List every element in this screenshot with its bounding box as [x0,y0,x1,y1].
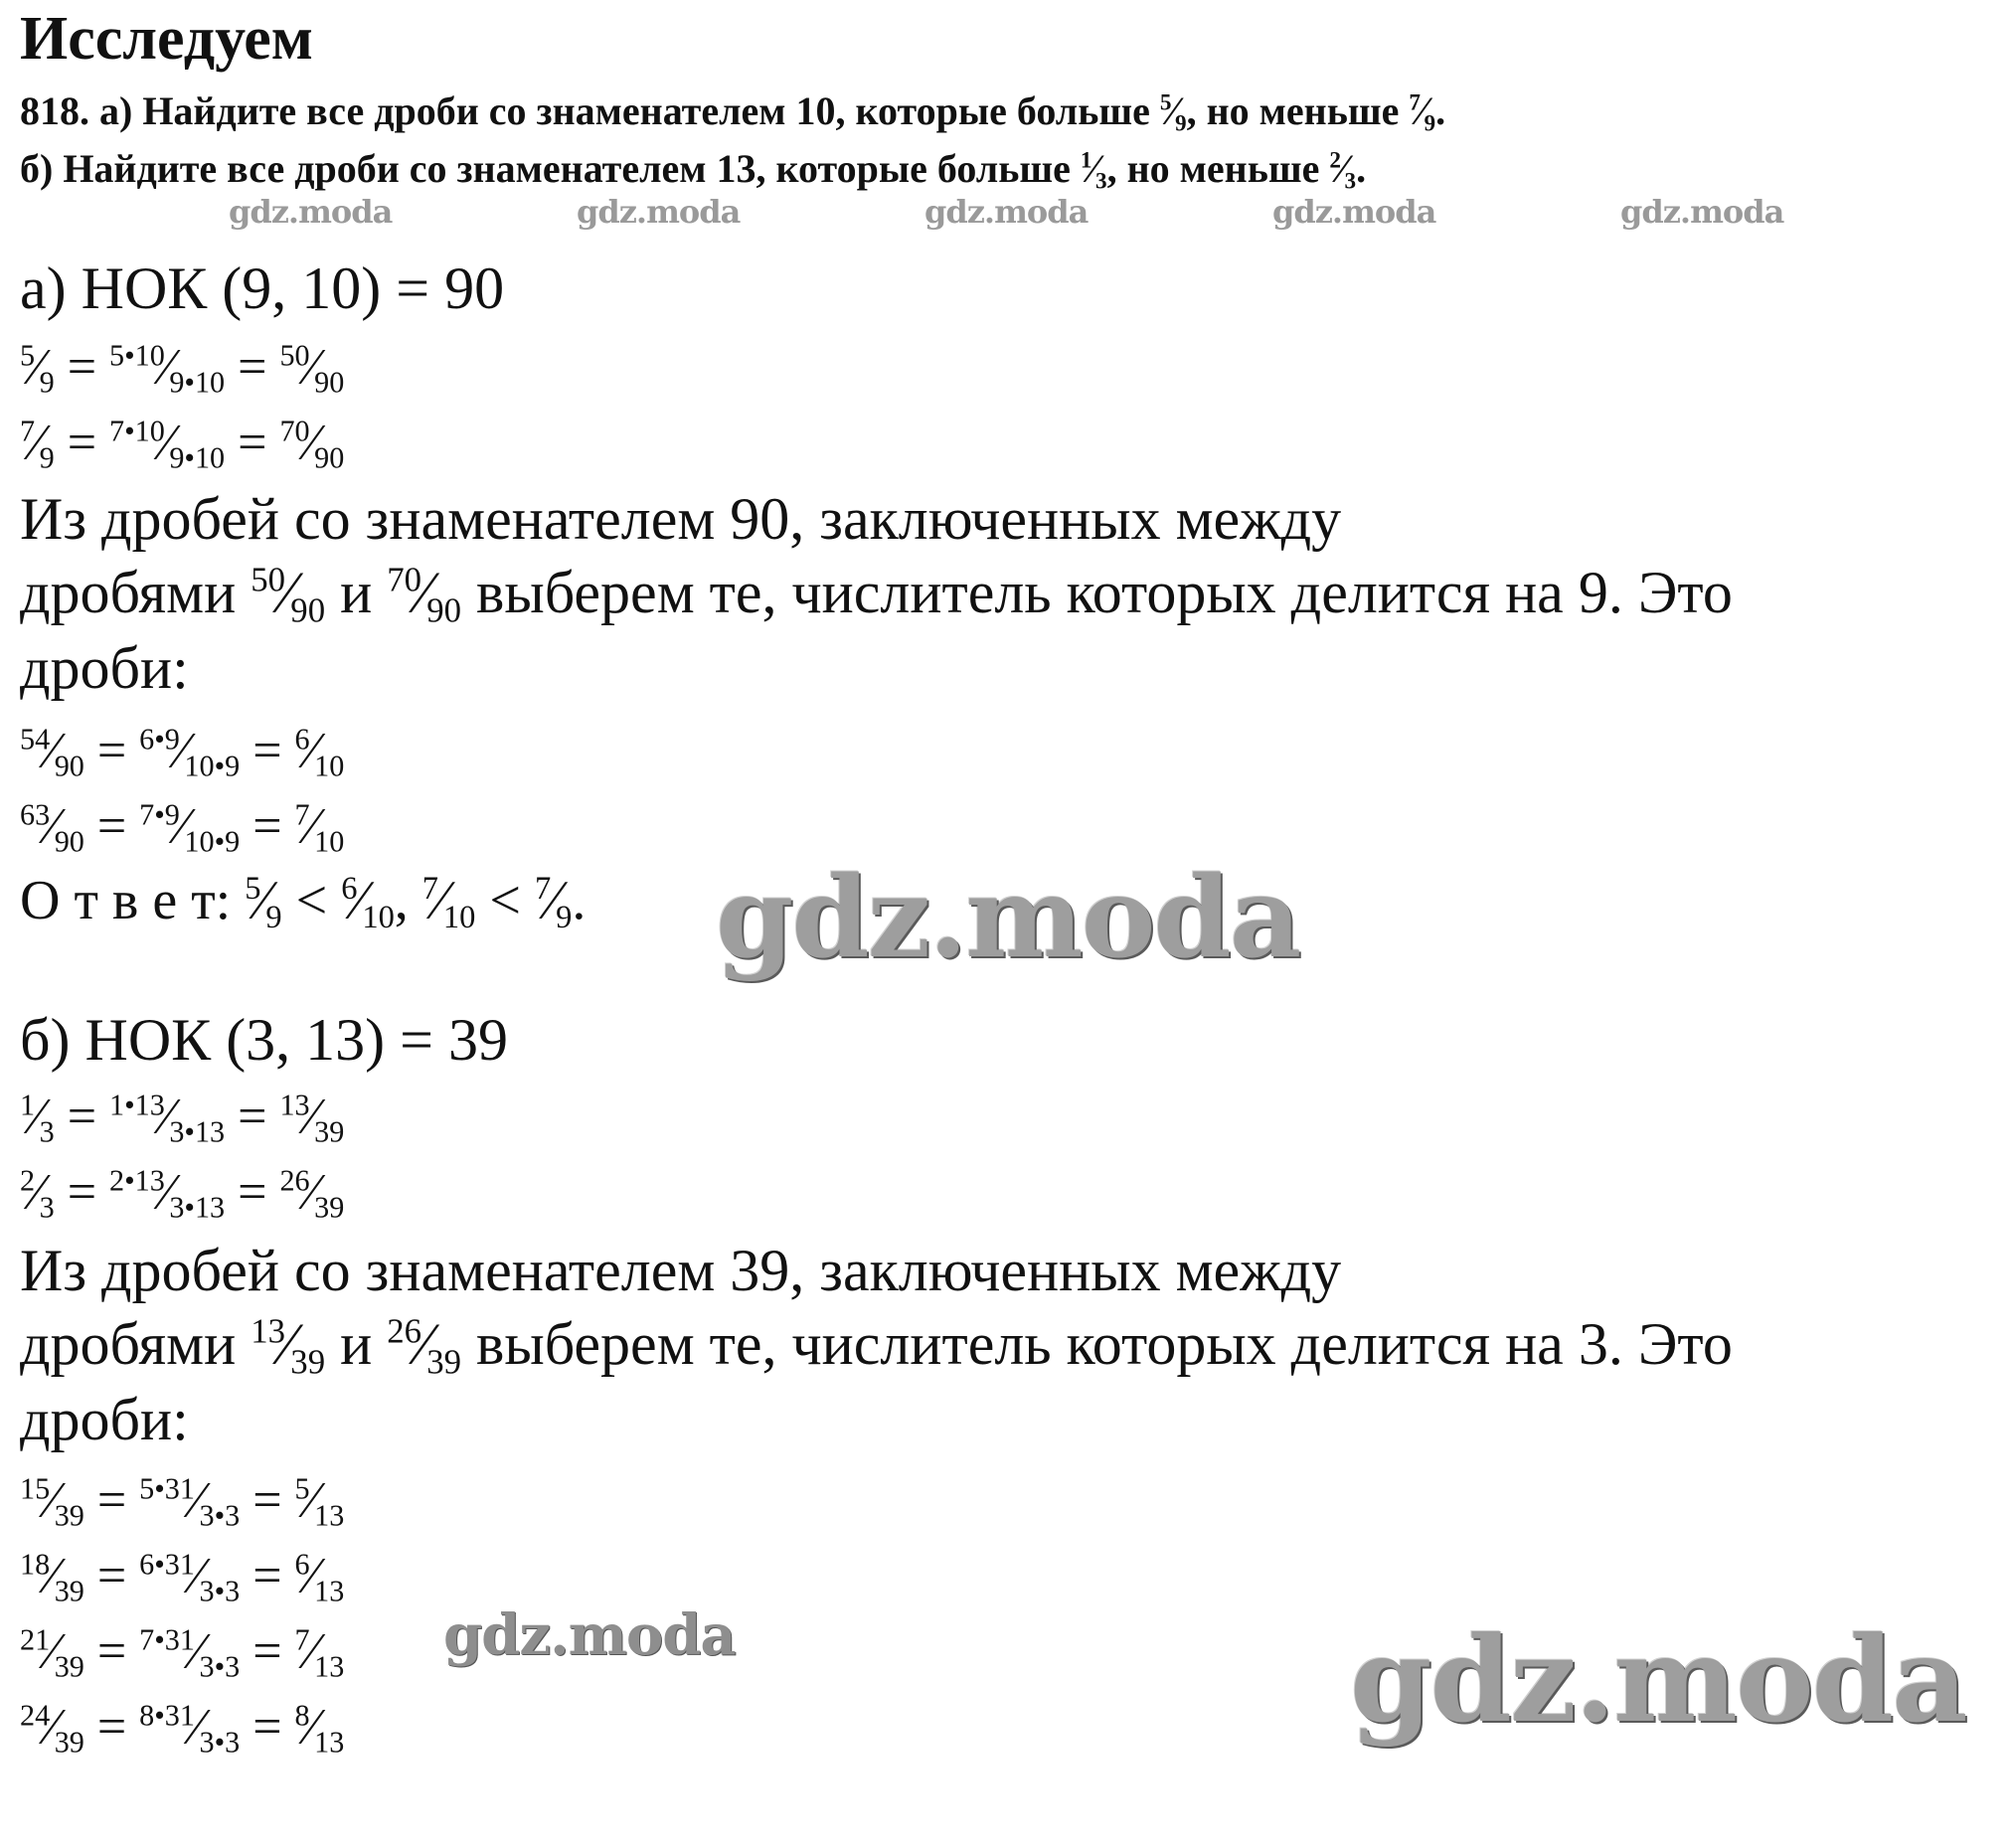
fraction: $^7$⁄13 [294,1622,345,1684]
numerator: 1 [1080,147,1092,174]
denominator: 90 [314,440,345,475]
watermark-large: gdz.moda [1350,1610,1966,1749]
part-a-answer [20,869,586,936]
denominator: 39 [54,1574,84,1608]
less-than-sign: < [281,870,342,931]
numerator: 15 [20,1471,51,1506]
denominator: 9 [39,440,55,475]
fraction: $^{13}$⁄39 [279,1088,345,1149]
numerator: 26 [387,1311,421,1351]
equals-sign: = [240,1699,295,1756]
fraction: $^7$⁄9 [20,414,55,475]
text: и [325,1311,388,1377]
part-b-eq5 [20,1622,344,1684]
part-b-eq2 [20,1163,344,1225]
fraction: $^6$⁄13 [294,1547,345,1608]
fraction: $^{6•9}$⁄10•9 [139,722,241,783]
part-b-paragraph-line3: дроби: [20,1387,189,1452]
numerator: 13 [251,1311,286,1351]
part-a-lcm: а) НОК (9, 10) = 90 [20,255,505,321]
fraction: $^1$⁄3 [1080,146,1107,195]
denominator: 3•3 [199,1498,241,1533]
denominator: 39 [314,1190,345,1225]
fraction: $^6$⁄10 [341,870,395,936]
task-line-a [20,87,1445,137]
denominator: 10•9 [184,749,241,783]
equals-sign: = [225,339,280,396]
numerator: 50 [251,560,286,599]
denominator: 9•10 [169,440,226,475]
numerator: 13 [279,1088,310,1122]
fraction: $^{50}$⁄90 [251,560,326,630]
fraction: $^7$⁄10 [421,870,476,936]
equals-sign: = [240,1623,295,1680]
denominator: 3 [39,1190,55,1225]
fraction: $^2$⁄3 [1329,146,1357,195]
numerator: 7 [421,870,439,907]
numerator: 26 [279,1163,310,1198]
denominator: 9 [1175,110,1187,137]
numerator: 6•9 [139,722,180,756]
numerator: 7•10 [109,414,165,448]
numerator: 6•31 [139,1547,195,1582]
text: выберем те, числитель которых делится на 3. Это [461,1311,1733,1377]
fraction: $^5$⁄9 [245,870,282,936]
part-b-lcm: б) НОК (3, 13) = 39 [20,1007,508,1073]
equals-sign: = [240,1472,295,1529]
numerator: 1 [20,1088,36,1122]
denominator: 9 [39,365,55,400]
fraction: $^{26}$⁄39 [387,1311,462,1382]
fraction: $^{24}$⁄39 [20,1698,84,1760]
equals-sign: = [84,1699,140,1756]
denominator: 13 [314,1725,345,1760]
fraction: $^5$⁄9 [1159,88,1187,137]
fraction: $^{5•31}$⁄3•3 [139,1471,241,1533]
watermark: gdz.moda [443,1602,736,1668]
fraction: $^6$⁄10 [294,722,345,783]
fraction: $^{63}$⁄90 [20,797,84,859]
numerator: 50 [279,338,310,373]
denominator: 3•13 [169,1114,226,1149]
fraction: $^{6•31}$⁄3•3 [139,1547,241,1608]
numerator: 5 [20,338,36,373]
fraction: $^{13}$⁄39 [251,1311,326,1382]
fraction: $^{8•31}$⁄3•3 [139,1698,241,1760]
task-a-mid: , но меньше [1186,88,1410,133]
numerator: 5 [294,1471,310,1506]
numerator: 63 [20,797,51,832]
fraction: $^2$⁄3 [20,1163,55,1225]
task-line-b [20,145,1366,195]
fraction: $^7$⁄9 [534,870,573,936]
part-a-paragraph-line3: дроби: [20,635,189,701]
numerator: 2 [20,1163,36,1198]
watermark: gdz.moda [1272,193,1436,231]
denominator: 3•13 [169,1190,226,1225]
denominator: 9 [1424,110,1436,137]
equals-sign: = [225,1164,280,1221]
fraction: $^{15}$⁄39 [20,1471,84,1533]
numerator: 2 [1329,147,1341,174]
denominator: 10 [314,749,345,783]
task-b-mid: , но меньше [1106,146,1330,191]
task-b-prefix: б) Найдите все дроби со знаменателем 13, которые больше [20,146,1081,191]
numerator: 21 [20,1622,51,1657]
part-b-paragraph-line1: Из дробей со знаменателем 39, заключенных между [20,1238,1342,1303]
part-b-paragraph-line2 [20,1310,1733,1383]
text: дробями [20,560,252,625]
denominator: 13 [314,1649,345,1684]
fraction: $^{54}$⁄90 [20,722,84,783]
comma: , [394,870,422,931]
numerator: 18 [20,1547,51,1582]
fraction: $^5$⁄9 [20,338,55,400]
denominator: 39 [314,1114,345,1149]
watermark: gdz.moda [229,193,393,231]
numerator: 7•9 [139,797,180,832]
numerator: 8 [294,1698,310,1733]
denominator: 10•9 [184,824,241,859]
denominator: 3•3 [199,1574,241,1608]
watermark-large: gdz.moda [716,853,1300,983]
equals-sign: = [84,1548,140,1604]
part-a-eq3 [20,722,344,783]
denominator: 10 [314,824,345,859]
equals-sign: = [84,1472,140,1529]
part-a-paragraph-line2 [20,559,1733,631]
denominator: 3•3 [199,1725,241,1760]
denominator: 39 [54,1649,84,1684]
numerator: 6 [294,1547,310,1582]
denominator: 3 [39,1114,55,1149]
denominator: 39 [290,1342,326,1382]
numerator: 5 [1159,89,1172,116]
fraction: $^{21}$⁄39 [20,1622,84,1684]
numerator: 7 [534,870,552,907]
denominator: 9 [265,900,282,936]
part-a-eq2 [20,414,344,475]
equals-sign: = [240,723,295,779]
watermark: gdz.moda [1620,193,1784,231]
denominator: 13 [314,1574,345,1608]
denominator: 90 [54,749,84,783]
fraction: $^8$⁄13 [294,1698,345,1760]
numerator: 70 [387,560,421,599]
text: выберем те, числитель которых делится на 9. Это [461,560,1733,625]
equals-sign: = [225,415,280,471]
numerator: 7 [1409,89,1421,116]
numerator: 5 [245,870,261,907]
numerator: 2•13 [109,1163,165,1198]
denominator: 90 [290,590,326,630]
equals-sign: = [84,723,140,779]
numerator: 5•10 [109,338,165,373]
watermark: gdz.moda [924,193,1089,231]
denominator: 39 [54,1725,84,1760]
numerator: 7 [294,797,310,832]
part-a-eq1 [20,338,344,400]
equals-sign: = [225,1089,280,1145]
denominator: 39 [426,1342,462,1382]
denominator: 3 [1095,168,1107,195]
equals-sign: = [240,1548,295,1604]
fraction: $^{1•13}$⁄3•13 [109,1088,226,1149]
denominator: 90 [314,365,345,400]
denominator: 39 [54,1498,84,1533]
numerator: 7 [294,1622,310,1657]
equals-sign: = [84,798,140,855]
numerator: 7•31 [139,1622,195,1657]
part-a-paragraph-line1: Из дробей со знаменателем 90, заключенных между [20,486,1342,552]
fraction: $^1$⁄3 [20,1088,55,1149]
section-heading: Исследуем [20,5,313,73]
part-b-eq4 [20,1547,344,1608]
denominator: 13 [314,1498,345,1533]
fraction: $^{7•31}$⁄3•3 [139,1622,241,1684]
task-b-end: . [1356,146,1367,191]
denominator: 10 [442,900,476,936]
fraction: $^{50}$⁄90 [279,338,345,400]
part-b-eq3 [20,1471,344,1533]
fraction: $^7$⁄10 [294,797,345,859]
numerator: 7 [20,414,36,448]
denominator: 90 [426,590,462,630]
numerator: 6 [341,870,358,907]
task-a-end: . [1435,88,1446,133]
part-b-eq6 [20,1698,344,1760]
text: дробями [20,1311,252,1377]
numerator: 24 [20,1698,51,1733]
answer-label: О т в е т: [20,870,246,931]
task-a-prefix: 818. а) Найдите все дроби со знаменателем 10, которые больше [20,88,1160,133]
numerator: 54 [20,722,51,756]
numerator: 8•31 [139,1698,195,1733]
fraction: $^{70}$⁄90 [387,560,462,630]
denominator: 10 [362,900,395,936]
denominator: 9 [556,900,573,936]
equals-sign: = [54,1164,110,1221]
fraction: $^{18}$⁄39 [20,1547,84,1608]
fraction: $^5$⁄13 [294,1471,345,1533]
numerator: 6 [294,722,310,756]
watermark: gdz.moda [577,193,741,231]
less-than-sign: < [475,870,535,931]
fraction: $^7$⁄9 [1409,88,1436,137]
equals-sign: = [240,798,295,855]
equals-sign: = [54,339,110,396]
fraction: $^{26}$⁄39 [279,1163,345,1225]
denominator: 9•10 [169,365,226,400]
numerator: 5•31 [139,1471,195,1506]
denominator: 3 [1344,168,1357,195]
fraction: $^{7•9}$⁄10•9 [139,797,241,859]
part-b-eq1 [20,1088,344,1149]
fraction: $^{5•10}$⁄9•10 [109,338,226,400]
fraction: $^{2•13}$⁄3•13 [109,1163,226,1225]
equals-sign: = [54,415,110,471]
equals-sign: = [54,1089,110,1145]
denominator: 3•3 [199,1649,241,1684]
equals-sign: = [84,1623,140,1680]
fraction: $^{70}$⁄90 [279,414,345,475]
text: и [325,560,388,625]
denominator: 90 [54,824,84,859]
period: . [572,870,587,931]
part-a-eq4 [20,797,344,859]
numerator: 70 [279,414,310,448]
fraction: $^{7•10}$⁄9•10 [109,414,226,475]
numerator: 1•13 [109,1088,165,1122]
